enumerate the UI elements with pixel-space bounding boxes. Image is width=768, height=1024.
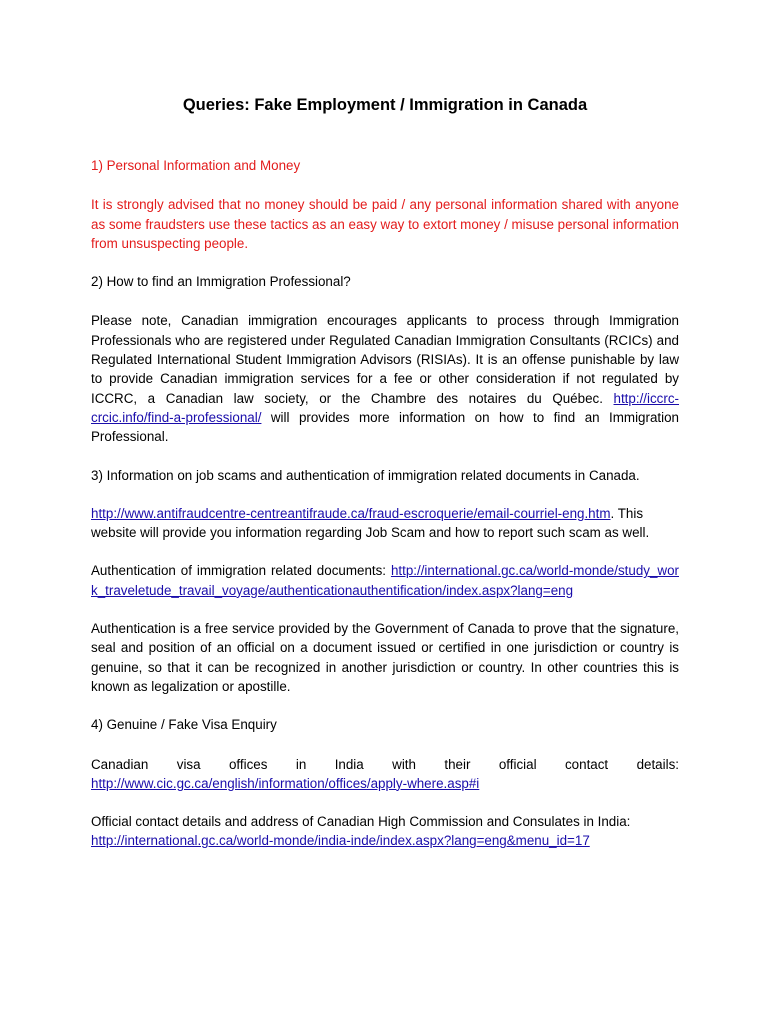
authentication-link-paragraph xyxy=(91,561,679,600)
find-professional-link[interactable]: http://iccrc-crcic.info/find-a-professional/ xyxy=(91,390,679,425)
job-scam-paragraph xyxy=(91,504,679,543)
visa-offices-paragraph xyxy=(91,755,679,794)
antifraud-link[interactable]: http://www.antifraudcentre-centreantifraude.ca/fraud-escroquerie/email-courriel-eng.htm xyxy=(91,505,611,521)
section-2-body xyxy=(91,311,679,446)
high-commission-label: Official contact details and address of Canadian High Commission and Consulates in India: xyxy=(91,814,631,830)
visa-offices-label: Canadian visa offices in India with their official contact details: xyxy=(91,756,679,772)
authentication-label: Authentication of immigration related documents: xyxy=(91,563,391,579)
authentication-body: Authentication is a free service provided by the Government of Canada to prove that the signature, seal and position of an official on a document issued or certified in one jurisdiction or country is genuine, so that it can be recognized in another jurisdiction or country. In other countries this is known as legalization or apostille. xyxy=(91,621,679,694)
job-scam-text: . This website will provide you information regarding Job Scam and how to report such scam as well. xyxy=(91,505,650,541)
high-commission-paragraph xyxy=(91,812,679,851)
visa-offices-link[interactable]: http://www.cic.gc.ca/english/information/offices/apply-where.asp#i xyxy=(91,775,480,791)
section-1-body: It is strongly advised that no money should be paid / any personal information shared with anyone as some fraudsters use these tactics as an easy way to extort money / misuse personal information from unsuspecting people. xyxy=(91,197,679,251)
authentication-link[interactable]: http://international.gc.ca/world-monde/study_work_traveletude_travail_voyage/authenticationauthentification/index.aspx?lang=eng xyxy=(91,563,679,598)
section-4-heading: 4) Genuine / Fake Visa Enquiry xyxy=(91,717,277,733)
page-title: Queries: Fake Employment / Immigration in Canada xyxy=(182,96,588,114)
section-3-heading: 3) Information on job scams and authentication of immigration related documents in Canada. xyxy=(91,467,640,483)
section-1-heading: 1) Personal Information and Money xyxy=(91,158,301,173)
high-commission-link[interactable]: http://international.gc.ca/world-monde/india-inde/index.aspx?lang=eng&menu_id=17 xyxy=(91,833,590,849)
section-2-after-link: will provides more information on how to find an Immigration Professional. xyxy=(91,409,679,445)
section-2-heading: 2) How to find an Immigration Professional? xyxy=(91,274,351,290)
document-page xyxy=(91,95,679,870)
section-2-text: Please note, Canadian immigration encourages applicants to process through Immigration Professionals who are registered under Regulated Canadian Immigration Consultants (RCICs) and Regulated International Student Immigration Advisors (RISIAs). It is an offense punishable by law to provide Canadian immigration services for a fee or other consideration if not regulated by ICCRC, a Canadian law society, or the Chambre des notaires du Québec. xyxy=(91,313,679,406)
